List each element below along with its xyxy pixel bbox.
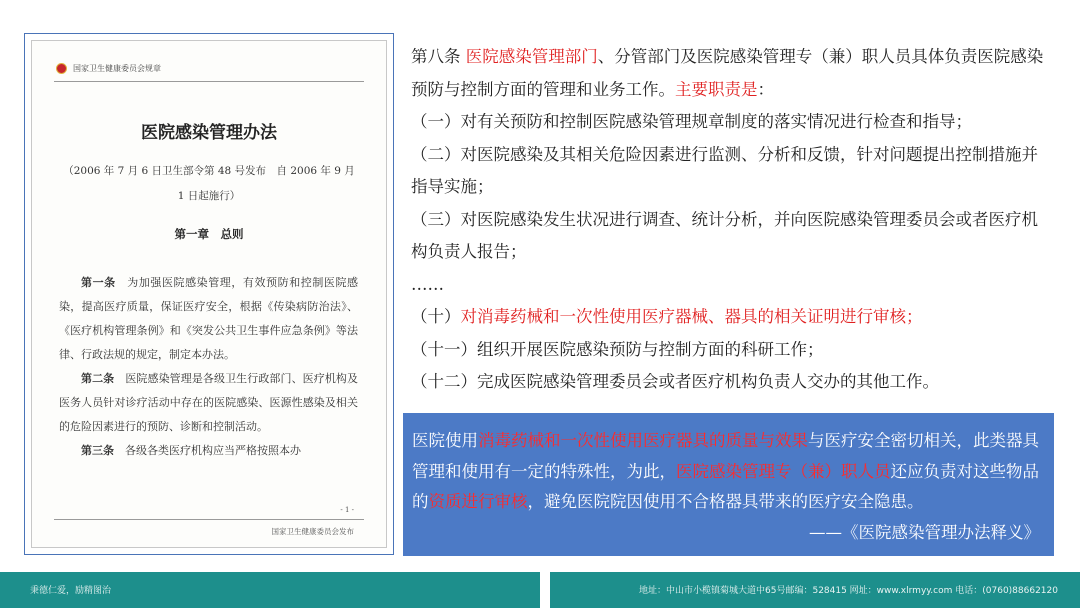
duty-item-11: （十一）组织开展医院感染预防与控制方面的科研工作； [411, 339, 824, 359]
duty-item-10-highlight: 对消毒药械和一次性使用医疗器械、器具的相关证明进行审核； [460, 307, 923, 326]
article-2-number: 第二条 [81, 372, 115, 385]
duty-item-10 [411, 301, 1047, 334]
header-divider [54, 81, 364, 82]
article-3 [59, 439, 358, 463]
note-part-1: 医院使用 [412, 431, 478, 450]
duty-item-10-number: （十） [411, 307, 461, 326]
infection-dept-highlight: 医院感染管理部门 [465, 47, 598, 66]
main-duties-highlight: 主要职责是 [675, 79, 758, 99]
note-part-2: 与医疗安全密切相关，此类器具管理和使用有一定的特殊性，为此， [412, 431, 1039, 481]
article-8-intro-rest: 、分管部门及医院感染管理专（兼）职人员具体负责医院感染预防与控制方面的管理和业务工作。 [411, 47, 1044, 99]
note-part-4: ，避免医院院因使用不合格器具带来的医疗安全隐患。 [527, 492, 924, 511]
article-8-text [411, 41, 1047, 399]
footer-band [0, 572, 1080, 608]
footer-contact: 地址：中山市小榄镇菊城大道中65号邮编：528415 网址：www.xlrmyy.com 电话：(0760)88662120 [639, 586, 1058, 596]
note-highlight-3: 资质进行审核 [428, 492, 528, 511]
footer-divider [54, 519, 364, 520]
article-2-text: 医院感染管理是各级卫生行政部门、医疗机构及医务人员针对诊疗活动中存在的医院感染、医源性感染及相关的危险因素进行的预防、诊断和控制活动。 [59, 372, 359, 433]
document-chapter: 第一章 总则 [174, 227, 244, 241]
article-1-text: 为加强医院感染管理，有效预防和控制医院感染，提高医疗质量，保证医疗安全，根据《传染病防治法》、《医疗机构管理条例》和《突发公共卫生事件应急条例》等法律、行政法规的规定，制定本办法。 [59, 276, 359, 361]
footer-right [550, 572, 1080, 608]
duty-colon: ： [757, 79, 774, 99]
article-1-number: 第一条 [81, 276, 116, 289]
document-body [59, 271, 358, 463]
document-footer: 国家卫生健康委员会发布 [271, 527, 354, 536]
ellipsis: …… [411, 274, 444, 294]
article-3-number: 第三条 [81, 444, 114, 457]
article-3-text: 各级各类医疗机构应当严格按照本办 [125, 444, 301, 457]
article-2 [59, 367, 358, 439]
interpretation-note [403, 413, 1054, 556]
note-text [412, 426, 1046, 518]
document-header [56, 63, 161, 74]
footer-left [0, 572, 540, 608]
note-source: ——《医院感染管理办法释义》 [809, 522, 1040, 542]
duty-item-3: （三）对医院感染发生状况进行调查、统计分析，并向医院感染管理委员会或者医疗机构负责人报告； [411, 209, 1038, 261]
document-title: 医院感染管理办法 [141, 123, 277, 143]
document-subtitle: （2006 年 7 月 6 日卫生部令第 48 号发布 自 2006 年 9 月 1 日起施行） [63, 165, 355, 202]
note-highlight-2: 医院感染管理专（兼）职人员 [676, 461, 891, 481]
national-emblem-icon [56, 63, 67, 74]
duty-item-2: （二）对医院感染及其相关危险因素进行监测、分析和反馈，针对问题提出控制措施并指导实施； [411, 144, 1038, 196]
document-page-number: - 1 - [340, 506, 354, 514]
document-page [31, 40, 387, 548]
duty-item-1: （一）对有关预防和控制医院感染管理规章制度的落实情况进行检查和指导； [411, 112, 972, 131]
document-header-text: 国家卫生健康委员会规章 [73, 64, 161, 73]
article-1 [59, 271, 358, 367]
note-part-3: 还应负责对这些物品的 [412, 461, 1039, 511]
duty-item-12: （十二）完成医院感染管理委员会或者医疗机构负责人交办的其他工作。 [411, 372, 939, 391]
footer-notch [540, 572, 550, 608]
note-highlight-1: 消毒药械和一次性使用医疗器具的质量与效果 [478, 431, 808, 450]
article-8-label: 第八条 [411, 47, 466, 66]
article-8-intro [411, 41, 1047, 106]
document-image-frame [24, 33, 394, 555]
footer-slogan: 秉德仁爱，励精图治 [30, 586, 112, 596]
